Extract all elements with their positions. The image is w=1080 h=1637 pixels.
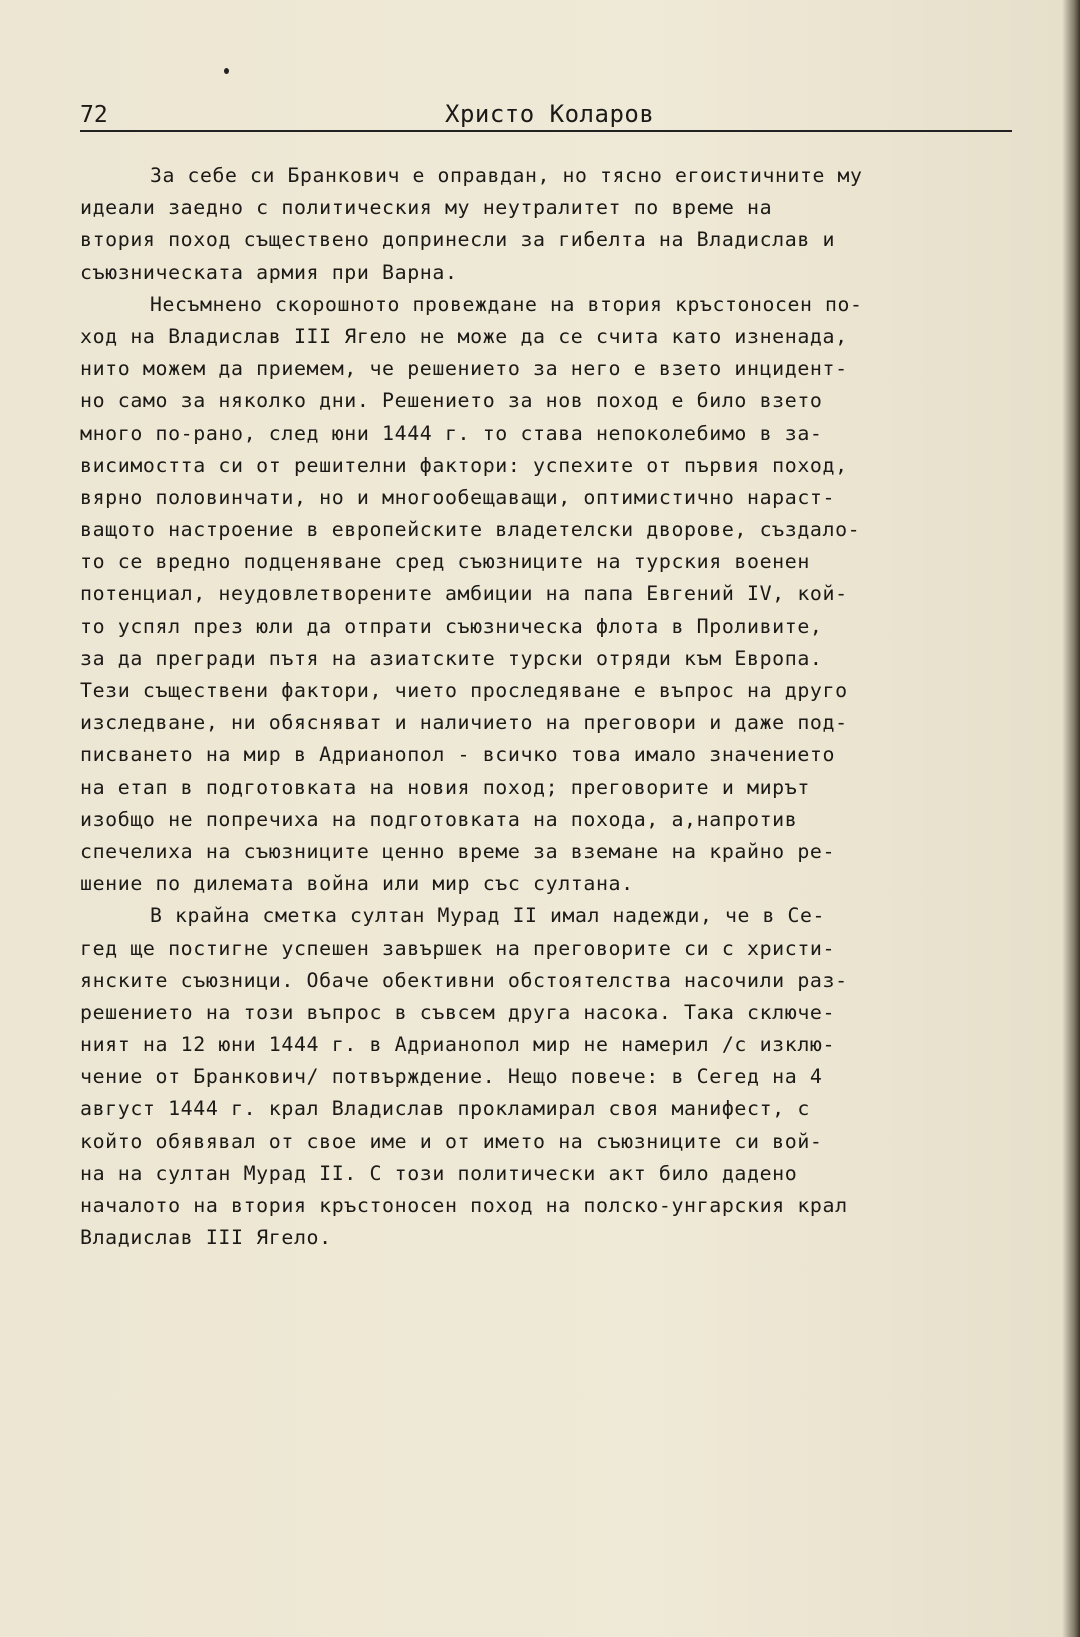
text-line: изследване, ни обясняват и наличието на преговори и даже под- (80, 711, 848, 735)
text-line: шение по дилемата война или мир със султана. (80, 872, 634, 896)
paragraph (80, 900, 1030, 1254)
text-line: идеали заедно с политическия му неутралитет по време на (80, 196, 773, 220)
text-line: то успял през юли да отпрати съюзническа флота в Проливите, (80, 614, 823, 638)
text-line: началото на втория кръстоносен поход на полско-унгарския крал (80, 1194, 848, 1217)
text-line: ният на 12 юни 1444 г. в Адрианопол мир не намерил /с изклю- (80, 1033, 836, 1057)
text-line: много по-рано, след юни 1444 г. то става непоколебимо в за- (80, 421, 823, 445)
text-line: за да прегради пътя на азиатските турски отряди към Европа. (80, 646, 823, 670)
text-line: нито можем да приемем, че решението за него е взето инцидент- (80, 357, 848, 381)
text-line: на на султан Мурад II. С този политически акт било дадено (80, 1161, 798, 1185)
text-line: янските съюзници. Обаче обективни обстоятелства насочили раз- (80, 968, 848, 992)
text-line: решението на този въпрос в съвсем друга насока. Така сключе- (80, 1000, 836, 1024)
paragraph (80, 289, 1030, 901)
text-line: ващото настроение в европейските владетелски дворове, създало- (80, 518, 861, 542)
page-number: 72 (80, 102, 108, 128)
text-line: чение от Бранкович/ потвърждение. Нещо повече: в Сегед на 4 (80, 1065, 823, 1089)
paragraph (80, 160, 1030, 289)
text-line: Тези съществени фактори, чието проследяване е въпрос на друго (80, 679, 848, 702)
text-line: писването на мир в Адрианопол - всичко това имало значението (80, 743, 836, 767)
ink-speck (224, 68, 229, 74)
text-line: гед ще постигне успешен завършек на преговорите си с христи- (80, 936, 836, 960)
text-line: то се вредно подценяване сред съюзниците на турския военен (80, 550, 810, 574)
body-text (80, 160, 1030, 1254)
text-line: потенциал, неудовлетворените амбиции на папа Евгений IV, кой- (80, 582, 848, 606)
page-header (80, 96, 1012, 132)
page-edge-shadow (1062, 0, 1080, 1637)
text-line: За себе си Бранкович е оправдан, но тясно егоистичните му (150, 164, 863, 187)
text-line: спечелиха на съюзниците ценно време за вземане на крайно ре- (80, 839, 836, 863)
text-line: висимостта си от решителни фактори: успехите от първия поход, (80, 453, 848, 477)
running-title: Христо Коларов (445, 100, 655, 128)
text-line: Несъмнено скорошното провеждане на втория кръстоносен по- (150, 292, 863, 316)
text-line: втория поход съществено допринесли за гибелта на Владислав и (80, 228, 836, 252)
text-line: вярно половинчати, но и многообещаващи, оптимистично нараст- (80, 485, 836, 509)
text-line: изобщо не попречиха на подготовката на похода, а,напротив (80, 807, 798, 831)
text-line: който обявявал от свое име и от името на съюзниците си вой- (80, 1129, 823, 1153)
text-line: август 1444 г. крал Владислав прокламирал своя манифест, с (80, 1097, 810, 1121)
text-line: но само за няколко дни. Решението за нов поход е било взето (80, 389, 823, 413)
text-line: ход на Владислав III Ягело не може да се счита като изненада, (80, 324, 848, 348)
text-line: В крайна сметка султан Мурад II имал надежди, че в Се- (150, 904, 825, 928)
text-line: на етап в подготовката на новия поход; преговорите и мирът (80, 775, 810, 799)
text-line: съюзническата армия при Варна. (80, 260, 458, 284)
text-line: Владислав III Ягело. (80, 1226, 332, 1250)
